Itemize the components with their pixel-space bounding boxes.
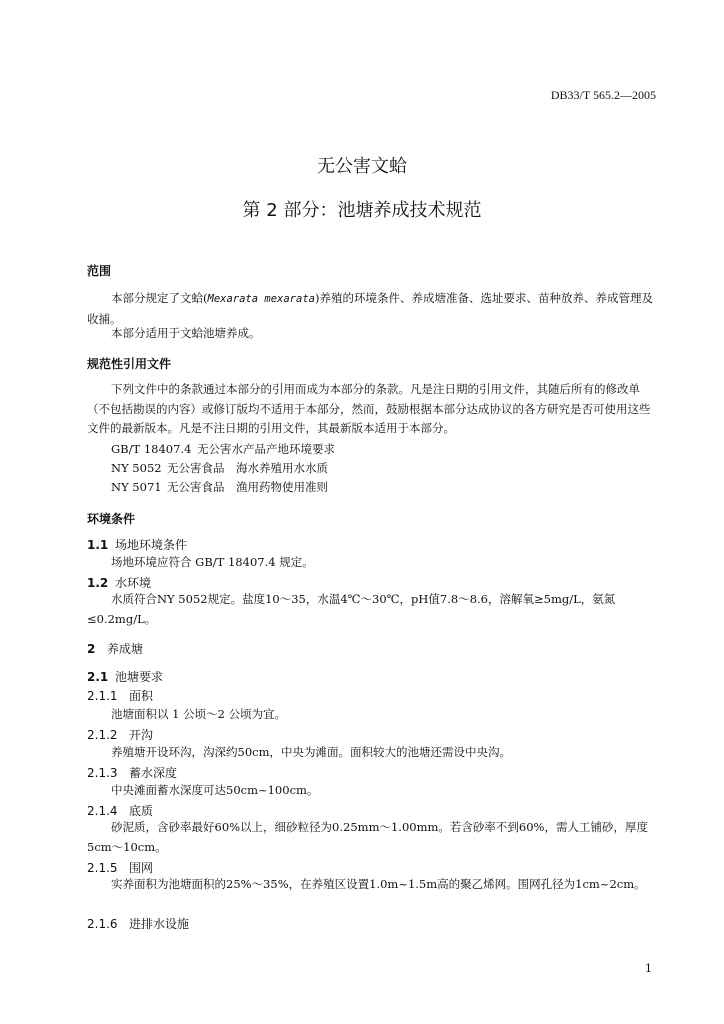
section-heading-normative: 规范性引用文件 bbox=[87, 357, 172, 371]
normative-paragraph: 下列文件中的条款通过本部分的引用而成为本部分的条款。凡是注日期的引用文件，其随后所有的修改单（不包括勘误的内容）或修订版均不适用于本部分，然而，鼓励根据本部分达成协议的各方研究是否可使用这些文件的最新版本。凡是不注日期的引用文件，其最新版本适用于本部分。 bbox=[87, 382, 651, 435]
subsection-1-1-text: 场地环境应符合 GB/T 18407.4 规定。 bbox=[111, 555, 314, 569]
scientific-name: Mexarata mexarata bbox=[207, 293, 315, 305]
item-text: 实养面积为池塘面积的25%～35%，在养殖区设置1.0m~1.5m高的聚乙烯网。围网孔径为1cm~2cm。 bbox=[111, 877, 646, 891]
item-heading: 2.1.3 蓄水深度 bbox=[87, 766, 178, 780]
item-heading: 2.1.4 底质 bbox=[87, 804, 154, 818]
subsection-1-2-text: 水质符合NY 5052规定。盐度10～35，水温4℃～30℃，pH值7.8～8.6，溶解氧≥5mg/L，氨氮≤0.2mg/L。 bbox=[87, 592, 616, 626]
scope-paragraph-2: 本部分适用于文蛤池塘养成。 bbox=[111, 326, 261, 340]
item-heading: 2.1.1 面积 bbox=[87, 689, 154, 703]
item-text: 砂泥质，含砂率最好60%以上，细砂粒径为0.25mm～1.00mm。若含砂率不到60%，需人工铺砂，厚度5cm～10cm。 bbox=[87, 820, 648, 854]
document-title: 无公害文蛤 bbox=[317, 156, 407, 177]
item-heading: 2.1.2 开沟 bbox=[87, 728, 154, 742]
scope-paragraph-1: 本部分规定了文蛤(Mexarata mexarata)养殖的环境条件、养成塘准备、选址要求、苗种放养、养成管理及收捕。 bbox=[87, 291, 653, 326]
page-number: 1 bbox=[645, 962, 652, 975]
item-heading: 2.1.5 围网 bbox=[87, 861, 154, 875]
item-text: 养殖塘开设环沟，沟深约50cm，中央为滩面。面积较大的池塘还需设中央沟。 bbox=[111, 745, 511, 759]
reference-item: NY 5052 无公害食品 海水养殖用水水质 bbox=[111, 461, 328, 475]
item-text: 中央滩面蓄水深度可达50cm~100cm。 bbox=[111, 783, 319, 797]
item-heading: 2.1.6 进排水设施 bbox=[87, 917, 190, 931]
section-heading-environment: 环境条件 bbox=[87, 512, 136, 526]
item-text: 池塘面积以 1 公顷～2 公顷为宜。 bbox=[111, 707, 287, 721]
subsection-1-2: 1.2 水环境 bbox=[87, 576, 152, 590]
subsection-2-1: 2.1 池塘要求 bbox=[87, 670, 164, 684]
section-heading-scope: 范围 bbox=[87, 264, 112, 278]
section-heading-pond: 2 养成塘 bbox=[87, 642, 144, 656]
reference-item: GB/T 18407.4 无公害水产品产地环境要求 bbox=[111, 442, 335, 456]
subsection-1-1: 1.1 场地环境条件 bbox=[87, 538, 188, 552]
reference-item: NY 5071 无公害食品 渔用药物使用准则 bbox=[111, 480, 328, 494]
standard-number: DB33/T 565.2—2005 bbox=[550, 88, 656, 102]
document-subtitle: 第 2 部分：池塘养成技术规范 bbox=[242, 200, 482, 221]
